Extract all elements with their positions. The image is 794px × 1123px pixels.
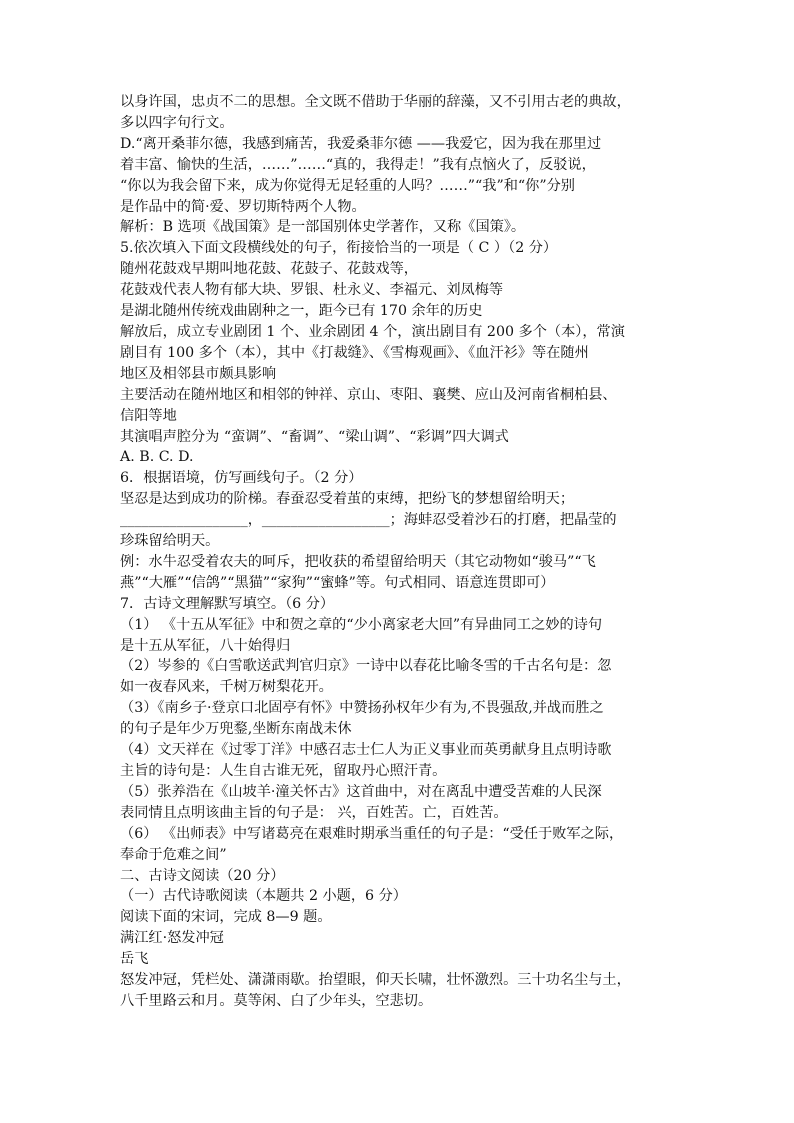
text-line: D.“离开桑菲尔德，我感到痛苦，我爱桑菲尔德 ——我爱它，因为我在那里过 <box>120 135 602 152</box>
text-line: 表同情且点明该曲主旨的句子是： 兴，百姓苦。亡，百姓苦。 <box>120 804 508 821</box>
text-line: 多以四字句行文。 <box>120 114 234 131</box>
text-line: 如一夜春风来，千树万树梨花开。 <box>120 679 333 696</box>
text-line: （5）张养浩在《山坡羊·潼关怀古》这首曲中，对在离乱中遭受苦难的人民深 <box>120 783 602 800</box>
poem-line: 八千里路云和月。莫等闲、白了少年头，空悲切。 <box>120 992 433 1009</box>
text-line: 坚忍是达到成功的阶梯。春蚕忍受着茧的束缚，把纷飞的梦想留给明天； <box>120 491 575 508</box>
text-line: 例：水牛忍受着农夫的呵斥，把收获的希望留给明天（其它动物如“骏马”“飞 <box>120 553 596 570</box>
text-line: 地区及相邻县市颇具影响 <box>120 365 277 382</box>
fill-in-blank-line: __________________，__________________；海蚌忍受着沙石的打磨，把晶莹的 <box>120 512 617 529</box>
subsection-heading: （一）古代诗歌阅读（本题共 2 小题，6 分） <box>120 888 407 905</box>
text-line: 解放后，成立专业剧团 1 个、业余剧团 4 个，演出剧目有 200 多个（本），常演 <box>120 323 625 340</box>
text-line: 花鼓戏代表人物有郁大块、罗银、杜永义、李福元、刘凤梅等 <box>120 282 504 299</box>
text-line: “你以为我会留下来，成为你觉得无足轻重的人吗？……”“我”和“你”分别 <box>120 177 575 194</box>
text-line: 是作品中的简·爱、罗切斯特两个人物。 <box>120 198 366 215</box>
text-line: 主旨的诗句是：人生自古谁无死，留取丹心照汗青。 <box>120 763 447 779</box>
text-line: 着丰富、愉快的生活，……”……“真的，我得走！”我有点恼火了，反驳说， <box>120 156 596 173</box>
question-5-heading: 5.依次填入下面文段横线处的句子，衔接恰当的一项是（ C ）（2 分） <box>120 240 558 257</box>
text-line: 信阳等地 <box>120 407 177 424</box>
text-line: 是湖北随州传统戏曲剧种之一，距今已有 170 余年的历史 <box>120 303 483 320</box>
answer-options: A. B. C. D. <box>120 449 194 466</box>
text-line: 阅读下面的宋词，完成 8—9 题。 <box>120 909 332 926</box>
text-line: 的句子是年少万兜鍪,坐断东南战未休 <box>120 721 352 738</box>
section-heading: 二、古诗文阅读（20 分） <box>120 867 285 884</box>
text-line: （4）文天祥在《过零丁洋》中感召志士仁人为正义事业而英勇献身且点明诗歌 <box>120 742 612 759</box>
text-line: 奉命于危难之间” <box>120 846 227 863</box>
text-line: （2）岑参的《白雪歌送武判官归京》一诗中以春花比喻冬雪的千古名句是：忽 <box>120 658 612 675</box>
text-line: 剧目有 100 多个（本），其中《打裁缝》、《雪梅观画》、《血汗衫》等在随州 <box>120 344 589 361</box>
text-line: 是十五从军征，八十始得归 <box>120 637 291 654</box>
text-line: 珍珠留给明天。 <box>120 533 220 550</box>
document-page <box>120 92 680 1012</box>
text-line: （1） 《十五从军征》中和贺之章的“少小离家老大回”有异曲同工之妙的诗句 <box>120 616 603 633</box>
poem-author: 岳飞 <box>120 951 149 968</box>
text-line: （6） 《出师表》中写诸葛亮在艰难时期承当重任的句子是：“受任于败军之际， <box>120 825 624 842</box>
text-line: 其演唱声腔分为 “蛮调”、“畜调”、“梁山调”、“彩调”四大调式 <box>120 428 509 445</box>
question-7-heading: 7．古诗文理解默写填空。（6 分） <box>120 595 335 612</box>
text-line: 以身许国，忠贞不二的思想。全文既不借助于华丽的辞藻，又不引用古老的典故， <box>120 94 631 110</box>
poem-line: 怒发冲冠，凭栏处、潇潇雨歇。抬望眼，仰天长啸，壮怀激烈。三十功名尘与土， <box>120 972 631 989</box>
poem-title: 满江红·怒发冲冠 <box>120 930 224 947</box>
question-6-heading: 6．根据语境，仿写画线句子。（2 分） <box>120 470 363 487</box>
text-line: 燕”“大雁”“信鸽”“黑猫”“家狗”“蜜蜂”等。句式相同、语意连贯即可） <box>120 574 555 591</box>
text-line: 解析：B 选项《战国策》是一部国别体史学著作，又称《国策》。 <box>120 219 526 236</box>
text-line: 主要活动在随州地区和相邻的钟祥、京山、枣阳、襄樊、应山及河南省桐柏县、 <box>120 386 617 403</box>
text-line: 随州花鼓戏早期叫地花鼓、花鼓子、花鼓戏等， <box>120 261 418 278</box>
text-line: （3）《南乡子·登京口北固亭有怀》中赞扬孙权年少有为,不畏强敌,并战而胜之 <box>120 700 604 717</box>
